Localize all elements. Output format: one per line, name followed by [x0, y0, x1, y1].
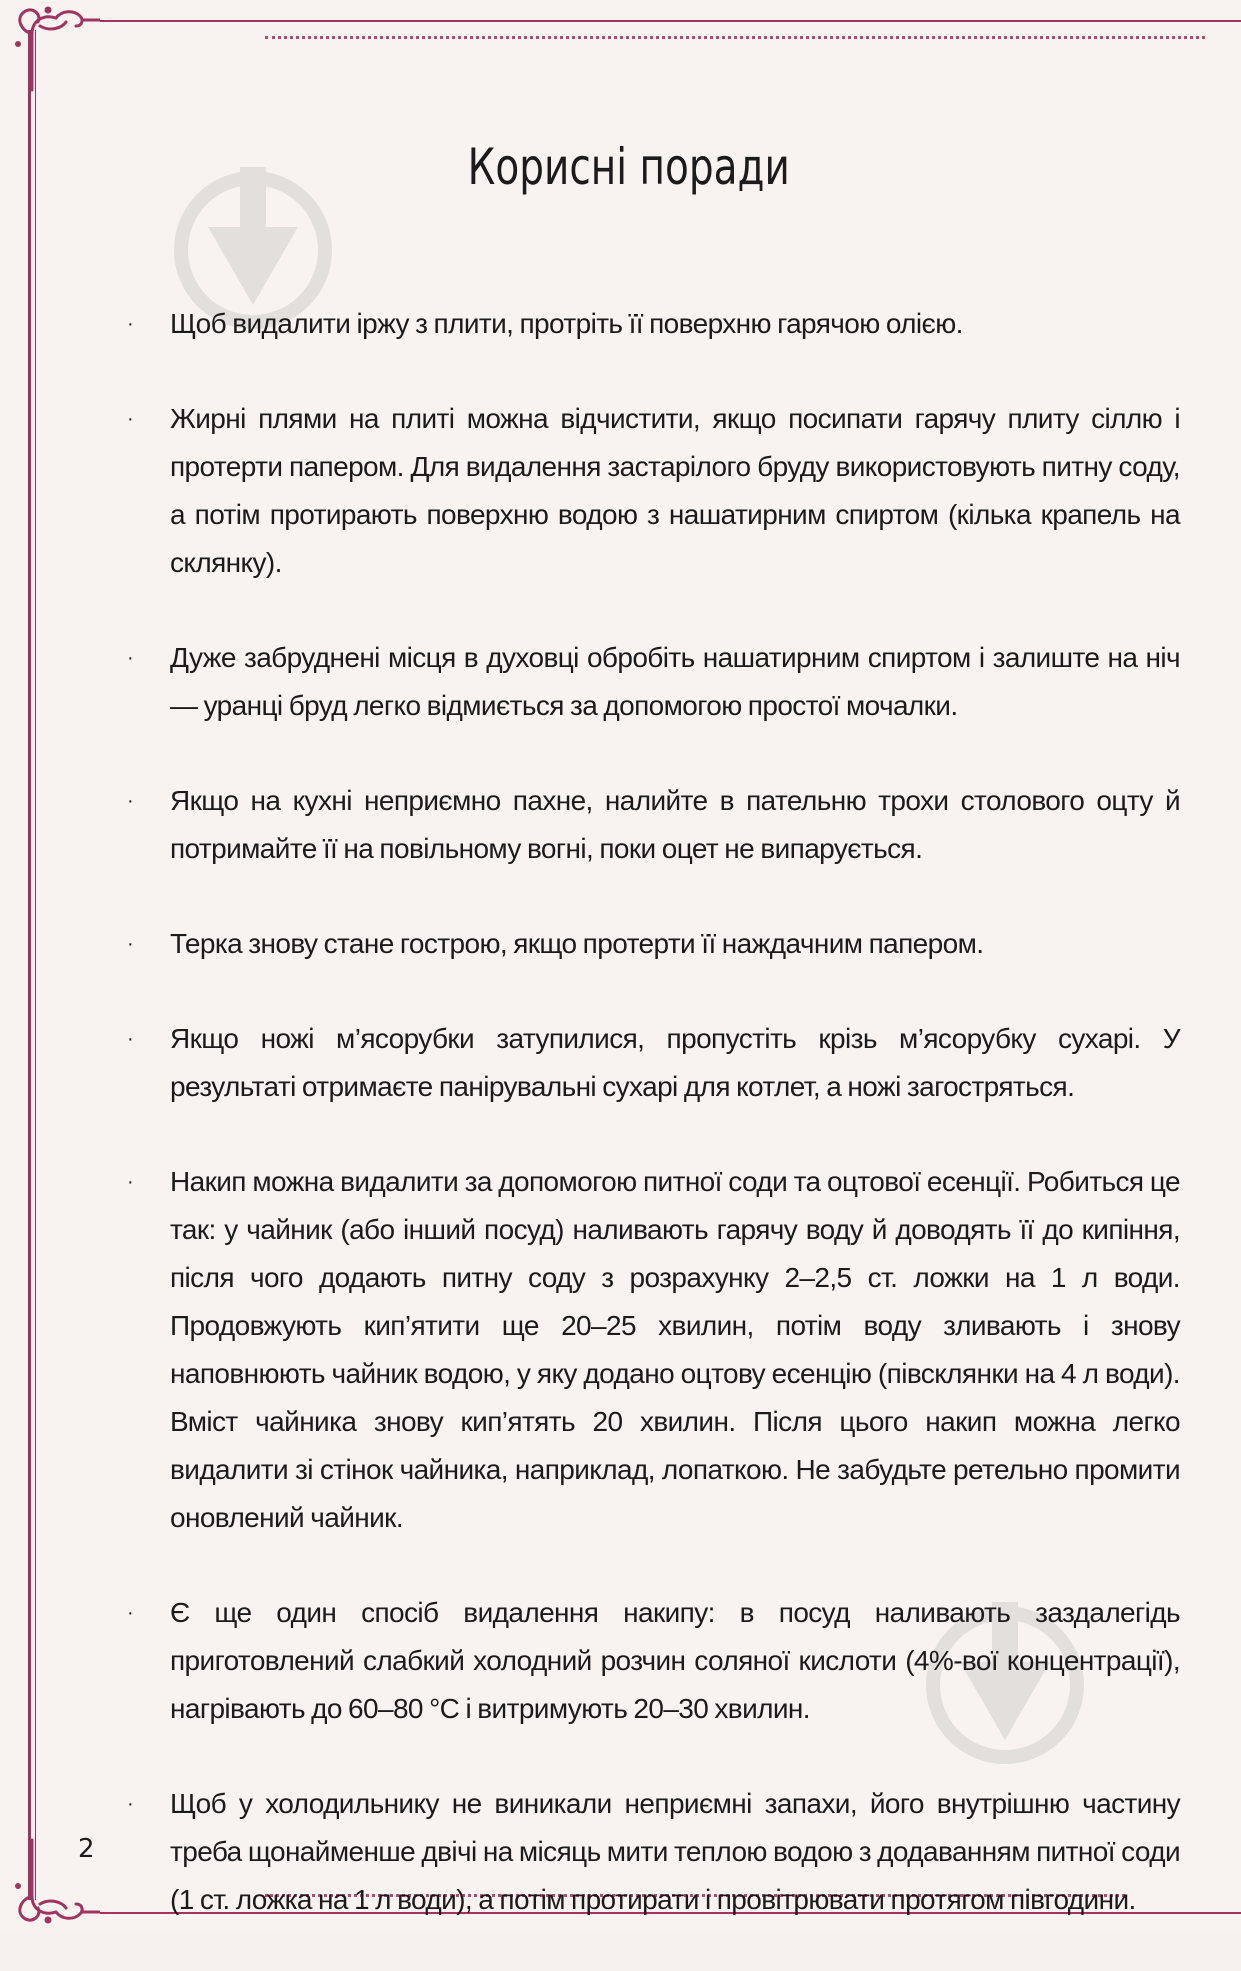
tip-text: Щоб видалити іржу з плити, протріть її поверхню гарячою олією.	[170, 308, 963, 339]
tip-text: Жирні плями на плиті можна відчистити, якщо посипати гарячу плиту сіллю і протерти папером. Для видалення застарілого бруду використовують питну соду, а потім протирають поверхню водою з нашатирним спиртом (кілька крапель на склянку).	[170, 403, 1180, 578]
tip-text: Щоб у холодильнику не виникали неприємні запахи, його внутрішню частину треба щонайменше двічі на місяць мити теплою водою з додаванням питної соди (1 ст. ложка на 1 л води), а потім протирати і провітрювати протягом півгодини.	[170, 1788, 1180, 1915]
tips-list	[127, 300, 1180, 1971]
list-item	[127, 634, 1180, 730]
bullet-marker: ·	[127, 933, 134, 955]
list-item	[127, 1589, 1180, 1733]
page-title: Корисні поради	[467, 138, 790, 196]
tip-text: Є ще один спосіб видалення накипу: в посуд наливають заздалегідь приготовлений слабкий холодний розчин соляної кислоти (4%-вої концентрації), нагрівають до 60–80 °С і витримують 20–30 хвилин.	[170, 1597, 1180, 1724]
list-item	[127, 395, 1180, 587]
list-item	[127, 777, 1180, 873]
page-number: 2	[78, 1834, 95, 1864]
list-item	[127, 920, 1180, 968]
bullet-marker: ·	[127, 647, 134, 669]
bullet-marker: ·	[127, 790, 134, 812]
bullet-marker: ·	[127, 1793, 134, 1815]
list-item	[127, 300, 1180, 348]
bullet-marker: ·	[127, 313, 134, 335]
bullet-marker: ·	[127, 1171, 134, 1193]
tip-text: Якщо ножі м’ясорубки затупилися, пропустіть крізь м’ясорубку сухарі. У результаті отримаєте панірувальні сухарі для котлет, а ножі загостряться.	[170, 1023, 1180, 1102]
floral-corner-icon	[10, 4, 100, 94]
tip-text: Дуже забруднені місця в духовці обробіть нашатирним спиртом і залиште на ніч — уранці бруд легко відмиється за допомогою простої мочалки.	[170, 642, 1180, 721]
tip-text: Накип можна видалити за допомогою питної соди та оцтової есенції. Робиться це так: у чайник (або інший посуд) наливають гарячу воду й доводять її до кипіння, після чого додають питну соду з розрахунку 2–2,5 ст. ложки на 1 л води. Продовжують кип’ятити ще 20–25 хвилин, потім воду зливають і знову наповнюють чайник водою, у яку додано оцтову есенцію (півсклянки на 4 л води). Вміст чайника знову кип’ятять 20 хвилин. Після цього накип можна легко видалити зі стінок чайника, наприклад, лопаткою. Не забудьте ретельно промити оновлений чайник.	[170, 1166, 1180, 1533]
tip-text: Терка знову стане гострою, якщо протерти її наждачним папером.	[170, 928, 984, 959]
frame-left-border	[28, 30, 36, 1900]
bullet-marker: ·	[127, 1028, 134, 1050]
bullet-marker: ·	[127, 1602, 134, 1624]
list-item	[127, 1015, 1180, 1111]
frame-top-border	[100, 20, 1241, 22]
list-item	[127, 1158, 1180, 1542]
frame-top-dotted-line	[265, 36, 1205, 39]
tip-text: Якщо на кухні неприємно пахне, налийте в пательню трохи столового оцту й потримайте її на повільному вогні, поки оцет не випарується.	[170, 785, 1180, 864]
list-item	[127, 1780, 1180, 1924]
bullet-marker: ·	[127, 408, 134, 430]
